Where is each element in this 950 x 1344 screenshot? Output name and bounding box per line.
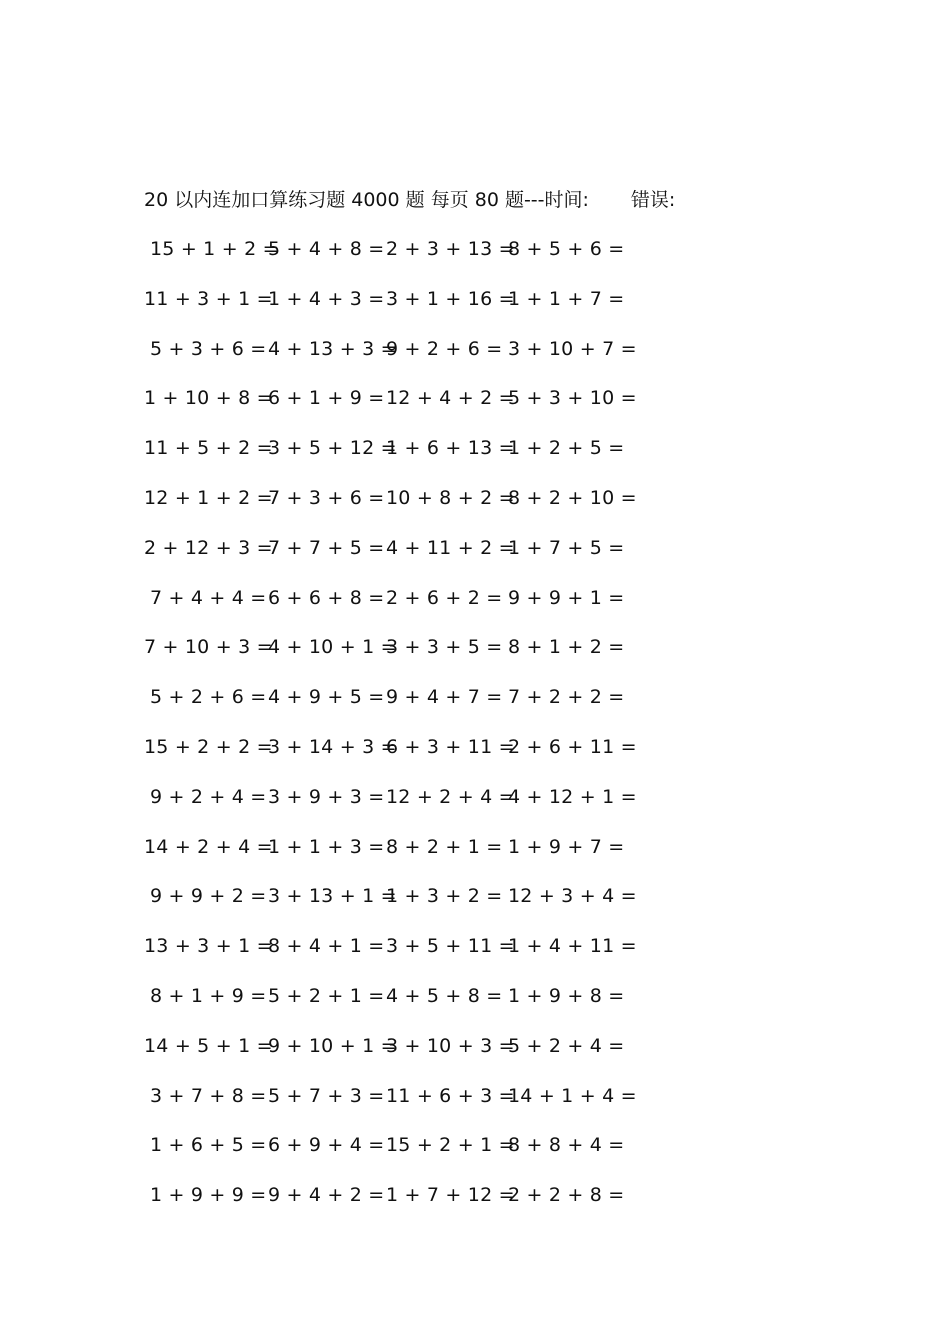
problem-item: 3 + 7 + 8 = [150,1084,267,1107]
problem-item: 9 + 4 + 2 = [268,1184,385,1207]
problem-row [0,982,950,1032]
problem-item: 11 + 3 + 1 = [144,287,273,310]
problem-item: 10 + 8 + 2 = [386,486,515,509]
problem-row [0,1082,950,1132]
problem-item: 12 + 1 + 2 = [144,486,273,509]
problem-item: 12 + 4 + 2 = [386,387,515,410]
problem-item: 1 + 7 + 12 = [386,1184,515,1207]
problem-item: 5 + 2 + 6 = [150,686,267,709]
problem-item: 4 + 5 + 8 = [386,984,503,1007]
problem-item: 3 + 9 + 3 = [268,785,385,808]
problem-item: 6 + 9 + 4 = [268,1134,385,1157]
problem-row [0,633,950,683]
problem-row [0,1131,950,1181]
problem-item: 2 + 6 + 11 = [508,735,637,758]
problem-row [0,434,950,484]
problem-item: 9 + 10 + 1 = [268,1034,397,1057]
problem-item: 3 + 14 + 3 = [268,735,397,758]
problem-row [0,733,950,783]
problem-item: 9 + 2 + 4 = [150,785,267,808]
problem-row [0,285,950,335]
problem-row [0,882,950,932]
problem-row [0,584,950,634]
problem-item: 7 + 4 + 4 = [150,586,267,609]
problem-item: 7 + 10 + 3 = [144,636,273,659]
problem-grid [0,235,950,1231]
problem-item: 4 + 13 + 3 = [268,337,397,360]
problem-item: 14 + 1 + 4 = [508,1084,637,1107]
problem-row [0,683,950,733]
problem-item: 1 + 1 + 3 = [268,835,385,858]
problem-item: 1 + 7 + 5 = [508,536,625,559]
problem-item: 8 + 2 + 1 = [386,835,503,858]
problem-item: 12 + 2 + 4 = [386,785,515,808]
problem-item: 5 + 3 + 10 = [508,387,637,410]
problem-row [0,335,950,385]
problem-item: 2 + 3 + 13 = [386,238,515,260]
problem-item: 4 + 11 + 2 = [386,536,515,559]
problem-item: 9 + 9 + 1 = [508,586,625,609]
problem-row [0,484,950,534]
problem-item: 5 + 2 + 1 = [268,984,385,1007]
problem-row [0,1181,950,1231]
problem-item: 3 + 5 + 11 = [386,935,515,958]
problem-item: 5 + 3 + 6 = [150,337,267,360]
problem-item: 15 + 2 + 2 = [144,735,273,758]
worksheet-header [144,186,675,214]
problem-item: 1 + 9 + 7 = [508,835,625,858]
problem-item: 9 + 4 + 7 = [386,686,503,709]
problem-item: 15 + 2 + 1 = [386,1134,515,1157]
problem-item: 5 + 7 + 3 = [268,1084,385,1107]
error-label: 错误: [630,189,676,211]
problem-item: 3 + 5 + 12 = [268,437,397,460]
problem-item: 2 + 2 + 8 = [508,1184,625,1207]
problem-item: 1 + 9 + 9 = [150,1184,267,1207]
problem-row [0,1032,950,1082]
problem-item: 1 + 4 + 11 = [508,935,637,958]
problem-row [0,384,950,434]
problem-item: 13 + 3 + 1 = [144,935,273,958]
problem-item: 5 + 2 + 4 = [508,1034,625,1057]
problem-item: 8 + 5 + 6 = [508,238,625,260]
problem-item: 1 + 4 + 3 = [268,287,385,310]
problem-item: 3 + 10 + 3 = [386,1034,515,1057]
problem-item: 2 + 6 + 2 = [386,586,503,609]
problem-row [0,932,950,982]
problem-item: 11 + 5 + 2 = [144,437,273,460]
problem-item: 14 + 2 + 4 = [144,835,273,858]
problem-item: 6 + 3 + 11 = [386,735,515,758]
problem-item: 7 + 2 + 2 = [508,686,625,709]
problem-item: 8 + 1 + 2 = [508,636,625,659]
problem-item: 4 + 12 + 1 = [508,785,637,808]
problem-item: 5 + 4 + 8 = [268,238,385,260]
problem-item: 8 + 8 + 4 = [508,1134,625,1157]
problem-item: 3 + 1 + 16 = [386,287,515,310]
problem-item: 6 + 1 + 9 = [268,387,385,410]
problem-item: 9 + 2 + 6 = [386,337,503,360]
problem-row [0,235,950,285]
problem-item: 9 + 9 + 2 = [150,885,267,908]
problem-item: 8 + 2 + 10 = [508,486,637,509]
problem-item: 3 + 10 + 7 = [508,337,637,360]
problem-item: 6 + 6 + 8 = [268,586,385,609]
problem-item: 14 + 5 + 1 = [144,1034,273,1057]
problem-item: 1 + 10 + 8 = [144,387,273,410]
problem-item: 12 + 3 + 4 = [508,885,637,908]
problem-item: 2 + 12 + 3 = [144,536,273,559]
problem-item: 1 + 6 + 5 = [150,1134,267,1157]
problem-row [0,783,950,833]
problem-item: 15 + 1 + 2 = [150,238,279,260]
problem-row [0,534,950,584]
problem-item: 1 + 1 + 7 = [508,287,625,310]
problem-item: 3 + 13 + 1 = [268,885,397,908]
problem-item: 1 + 2 + 5 = [508,437,625,460]
worksheet-title: 20 以内连加口算练习题 4000 题 每页 80 题---时间: [144,189,589,211]
problem-item: 1 + 3 + 2 = [386,885,503,908]
problem-item: 7 + 7 + 5 = [268,536,385,559]
problem-item: 3 + 3 + 5 = [386,636,503,659]
problem-item: 4 + 10 + 1 = [268,636,397,659]
problem-item: 7 + 3 + 6 = [268,486,385,509]
problem-item: 8 + 4 + 1 = [268,935,385,958]
problem-item: 1 + 6 + 13 = [386,437,515,460]
problem-item: 11 + 6 + 3 = [386,1084,515,1107]
problem-row [0,833,950,883]
problem-item: 4 + 9 + 5 = [268,686,385,709]
problem-item: 8 + 1 + 9 = [150,984,267,1007]
problem-item: 1 + 9 + 8 = [508,984,625,1007]
